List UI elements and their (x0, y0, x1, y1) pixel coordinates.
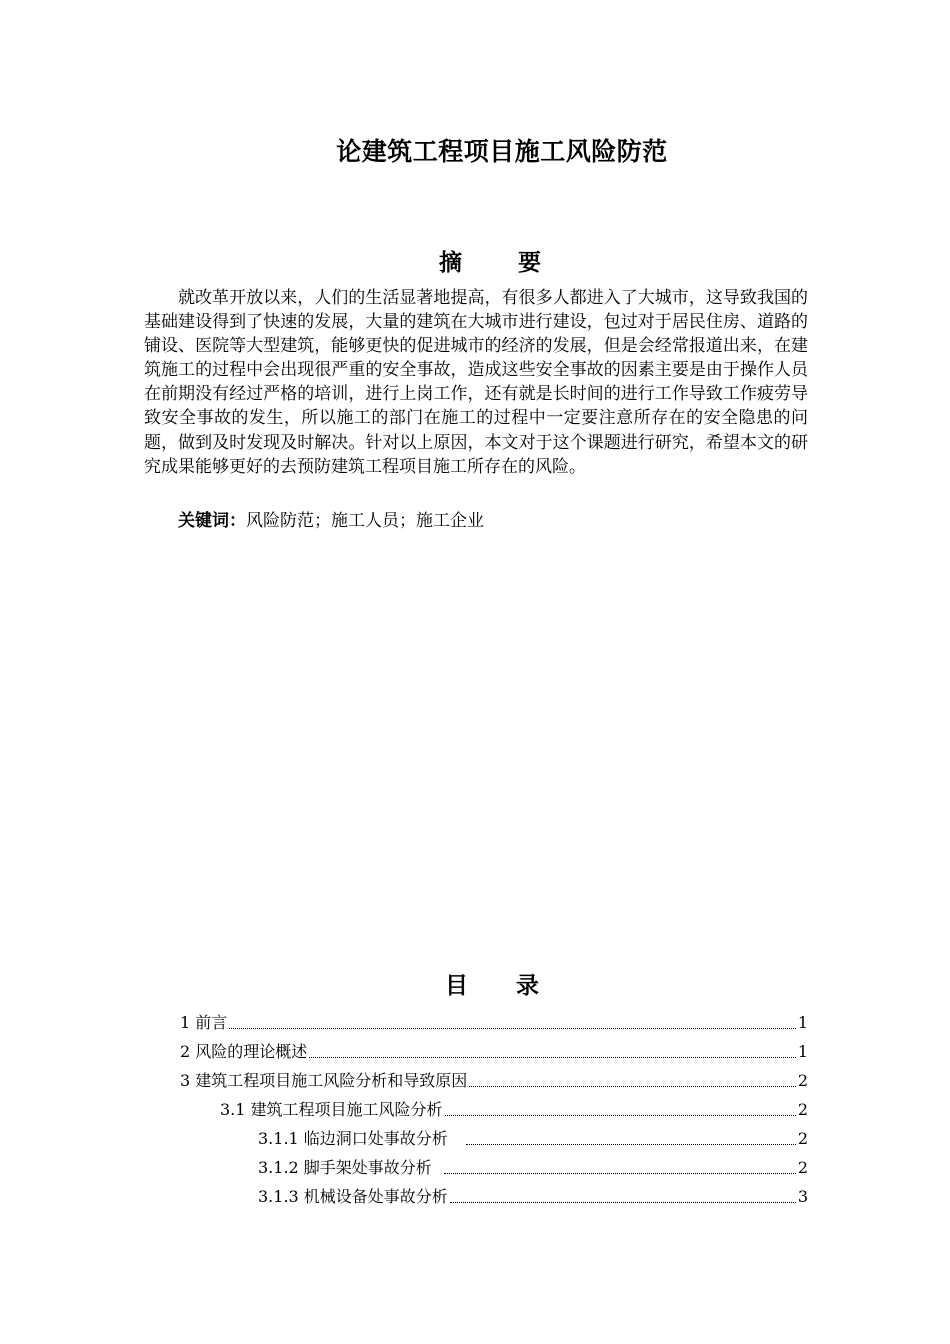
toc-entry-label: 3 建筑工程项目施工风险分析和导致原因 (180, 1071, 468, 1090)
toc-entry-label: 3.1.3 机械设备处事故分析 (258, 1187, 448, 1206)
toc-entry[interactable] (180, 1095, 808, 1124)
toc-entry-page: 1 (797, 1013, 808, 1032)
toc-leader-dots (445, 1115, 796, 1116)
toc-entry-page: 2 (797, 1071, 808, 1090)
abstract-body: 就改革开放以来，人们的生活显著地提高，有很多人都进入了大城市，这导致我国的基础建设得到了快速的发展，大量的建筑在大城市进行建设，包过对于居民住房、道路的铺设、医院等大型建筑，能够更快的促进城市的经济的发展，但是会经常报道出来，在建筑施工的过程中会出现很严重的安全事故，造成这些安全事故的因素主要是由于操作人员在前期没有经过严格的培训，进行上岗工作，还有就是长时间的进行工作导致工作疲劳导致安全事故的发生，所以施工的部门在施工的过程中一定要注意所存在的安全隐患的问题，做到及时发现及时解决。针对以上原因，本文对于这个课题进行研究，希望本文的研究成果能够更好的去预防建筑工程项目施工所存在的风险。 (144, 288, 808, 477)
abstract-heading: 摘 要 (438, 249, 565, 276)
toc-entry[interactable] (180, 1066, 808, 1095)
toc-entry-page: 1 (797, 1042, 808, 1061)
toc-entry-page: 3 (797, 1187, 808, 1206)
toc-entry-page: 2 (797, 1100, 808, 1119)
toc-entry-label: 2 风险的理论概述 (180, 1042, 308, 1061)
toc-heading: 目 录 (444, 972, 559, 999)
toc-entry-label: 3.1.1 临边洞口处事故分析 (258, 1129, 448, 1148)
toc-leader-dots (466, 1144, 796, 1145)
toc-entry-page: 2 (797, 1158, 808, 1177)
toc-leader-dots (229, 1028, 796, 1029)
document-title: 论建筑工程项目施工风险防范 (336, 137, 668, 166)
keywords-line (144, 509, 808, 533)
table-of-contents (180, 1008, 808, 1211)
toc-leader-dots (309, 1057, 796, 1058)
toc-entry[interactable] (180, 1182, 808, 1211)
toc-entry[interactable] (180, 1008, 808, 1037)
toc-leader-dots (450, 1202, 796, 1203)
toc-entry[interactable] (180, 1153, 808, 1182)
toc-entry-label: 3.1.2 脚手架处事故分析 (258, 1158, 432, 1177)
toc-leader-dots (444, 1173, 796, 1174)
toc-entry[interactable] (180, 1124, 808, 1153)
keywords-value: 风险防范；施工人员；施工企业 (246, 511, 484, 531)
toc-entry-label: 1 前言 (180, 1013, 228, 1032)
toc-leader-dots (469, 1086, 796, 1087)
toc-entry-page: 2 (797, 1129, 808, 1148)
toc-entry-label: 3.1 建筑工程项目施工风险分析 (220, 1100, 443, 1119)
keywords-label: 关键词： (178, 511, 246, 531)
toc-entry[interactable] (180, 1037, 808, 1066)
